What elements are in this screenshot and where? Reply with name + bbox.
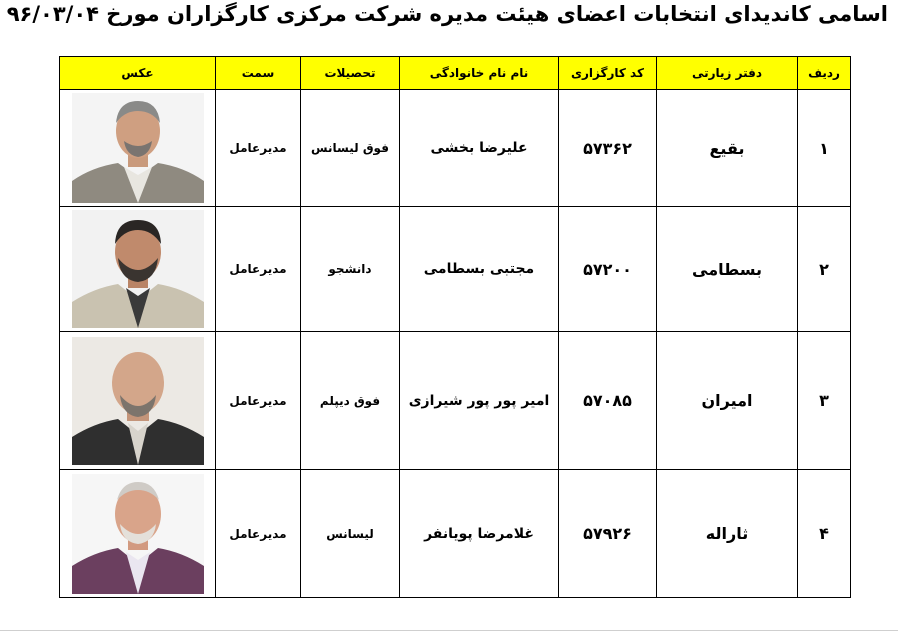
row-office: بقیع <box>657 90 798 207</box>
row-name: مجتبی بسطامی <box>400 207 559 332</box>
row-name: علیرضا بخشی <box>400 90 559 207</box>
row-code: ۵۷۰۸۵ <box>559 332 657 470</box>
row-photo-cell <box>60 470 216 598</box>
row-role: مدیرعامل <box>216 470 301 598</box>
column-header-education: تحصیلات <box>301 57 400 90</box>
row-index: ۴ <box>798 470 851 598</box>
row-office: بسطامی <box>657 207 798 332</box>
row-name: امیر پور پور شیرازی <box>400 332 559 470</box>
row-role: مدیرعامل <box>216 90 301 207</box>
row-education: دانشجو <box>301 207 400 332</box>
candidates-table <box>59 56 851 598</box>
portrait-photo <box>72 93 204 203</box>
column-header-index: ردیف <box>798 57 851 90</box>
row-index: ۳ <box>798 332 851 470</box>
table-row <box>60 470 851 598</box>
column-header-office: دفتر زیارتی <box>657 57 798 90</box>
row-office: امیران <box>657 332 798 470</box>
row-index: ۲ <box>798 207 851 332</box>
row-role: مدیرعامل <box>216 207 301 332</box>
page-bottom-divider <box>0 630 898 631</box>
row-office: ثاراله <box>657 470 798 598</box>
row-education: لیسانس <box>301 470 400 598</box>
page-title: اسامی کاندیدای انتخابات اعضای هیئت مدیره شرکت مرکزی کارگزاران مورخ ۹۶/۰۳/۰۴ <box>6 2 888 26</box>
column-header-code: کد کارگزاری <box>559 57 657 90</box>
column-header-photo: عکس <box>60 57 216 90</box>
portrait-photo <box>72 210 204 328</box>
table-header-row <box>60 57 851 90</box>
row-name: غلامرضا پویانفر <box>400 470 559 598</box>
row-education: فوق لیسانس <box>301 90 400 207</box>
column-header-role: سمت <box>216 57 301 90</box>
portrait-photo <box>72 337 204 465</box>
table-row <box>60 207 851 332</box>
table-row <box>60 332 851 470</box>
row-photo-cell <box>60 332 216 470</box>
row-photo-cell <box>60 90 216 207</box>
column-header-name: نام نام خانوادگی <box>400 57 559 90</box>
row-code: ۵۷۲۰۰ <box>559 207 657 332</box>
row-code: ۵۷۹۲۶ <box>559 470 657 598</box>
table-row <box>60 90 851 207</box>
row-index: ۱ <box>798 90 851 207</box>
row-photo-cell <box>60 207 216 332</box>
row-education: فوق دیپلم <box>301 332 400 470</box>
row-role: مدیرعامل <box>216 332 301 470</box>
row-code: ۵۷۳۶۲ <box>559 90 657 207</box>
portrait-photo <box>72 474 204 594</box>
